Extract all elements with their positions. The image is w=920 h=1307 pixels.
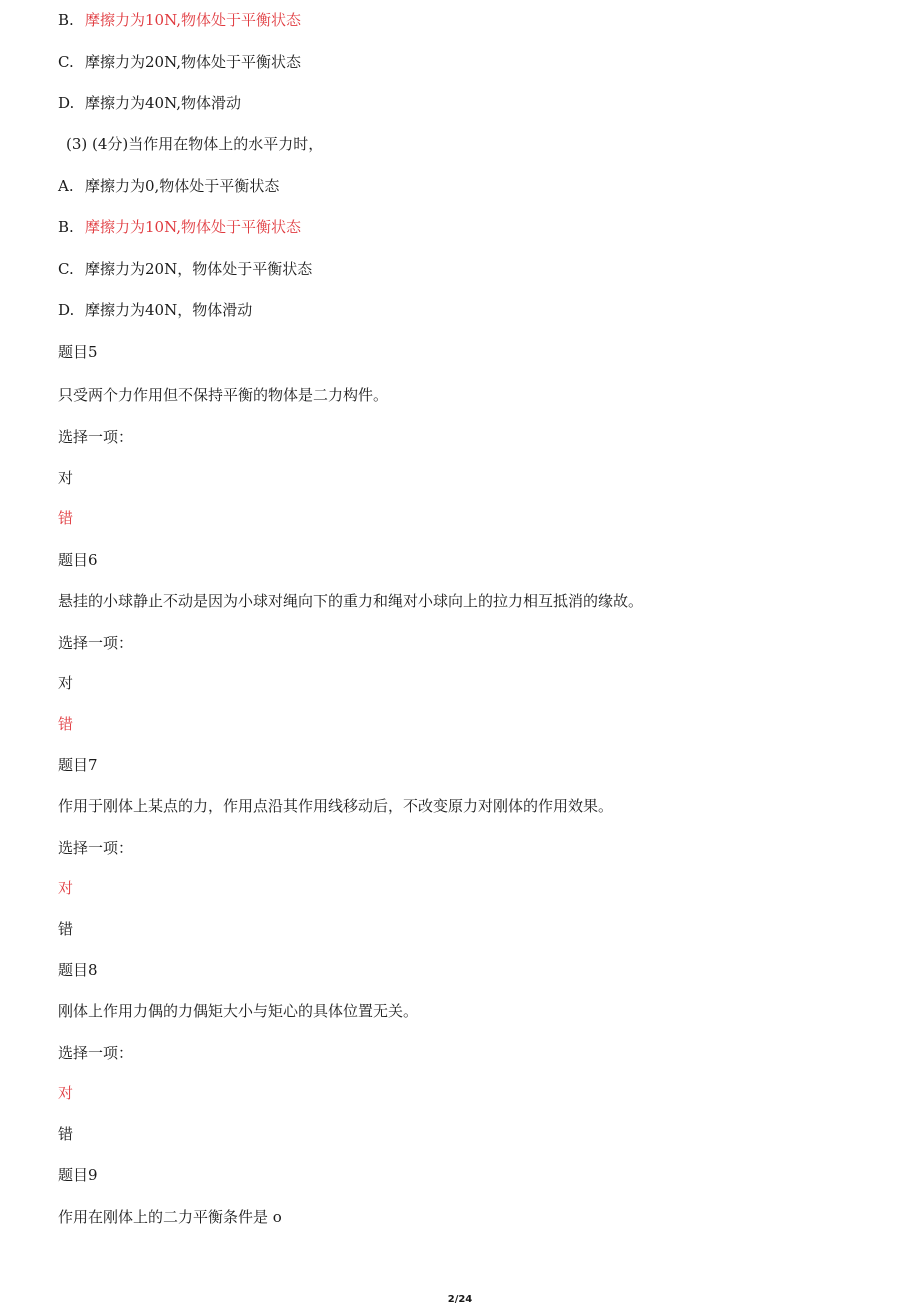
option-letter: D. bbox=[58, 301, 75, 319]
option-letter: C. bbox=[58, 53, 74, 71]
q4-sub3-option-c bbox=[58, 258, 312, 280]
q5-option-false-correct: 错 bbox=[58, 509, 74, 527]
q8-instruction: 选择一项： bbox=[58, 1044, 134, 1062]
option-text: 摩擦力为40N,物体滑动 bbox=[85, 94, 242, 112]
q6-question: 悬挂的小球静止不动是因为小球对绳向下的重力和绳对小球向上的拉力相互抵消的缘故。 bbox=[58, 592, 644, 610]
option-letter: A. bbox=[58, 177, 74, 195]
option-text-correct: 摩擦力为10N,物体处于平衡状态 bbox=[85, 11, 302, 29]
q8-question: 刚体上作用力偶的力偶矩大小与矩心的具体位置无关。 bbox=[58, 1002, 419, 1020]
q7-option-false: 错 bbox=[58, 920, 74, 938]
q9-title: 题目9 bbox=[58, 1166, 98, 1184]
option-letter: B. bbox=[58, 218, 74, 236]
option-text-correct: 摩擦力为10N,物体处于平衡状态 bbox=[85, 218, 302, 236]
q6-instruction: 选择一项： bbox=[58, 634, 134, 652]
q4-option-b bbox=[58, 9, 301, 31]
q4-sub3-option-a bbox=[58, 175, 279, 197]
q4-sub3-prompt: (3) (4分)当作用在物体上的水平力时， bbox=[66, 135, 324, 153]
option-text: 摩擦力为20N，物体处于平衡状态 bbox=[85, 260, 313, 278]
q5-instruction: 选择一项： bbox=[58, 428, 134, 446]
q4-option-c bbox=[58, 51, 301, 73]
q5-title: 题目5 bbox=[58, 343, 98, 361]
option-letter: D. bbox=[58, 94, 75, 112]
q7-title: 题目7 bbox=[58, 756, 98, 774]
page-number: 2/24 bbox=[447, 1294, 473, 1305]
q6-title: 题目6 bbox=[58, 551, 98, 569]
q7-option-true-correct: 对 bbox=[58, 879, 74, 897]
q7-question: 作用于刚体上某点的力，作用点沿其作用线移动后，不改变原力对刚体的作用效果。 bbox=[58, 797, 614, 815]
q5-option-true: 对 bbox=[58, 469, 74, 487]
q6-option-false-correct: 错 bbox=[58, 715, 74, 733]
q7-instruction: 选择一项： bbox=[58, 839, 134, 857]
q4-sub3-option-b bbox=[58, 216, 301, 238]
option-text: 摩擦力为20N,物体处于平衡状态 bbox=[85, 53, 302, 71]
option-letter: B. bbox=[58, 11, 74, 29]
option-text: 摩擦力为40N，物体滑动 bbox=[85, 301, 253, 319]
q4-option-d bbox=[58, 92, 241, 114]
q6-option-true: 对 bbox=[58, 674, 74, 692]
q8-option-true-correct: 对 bbox=[58, 1084, 74, 1102]
q5-question: 只受两个力作用但不保持平衡的物体是二力构件。 bbox=[58, 386, 389, 404]
q8-title: 题目8 bbox=[58, 961, 98, 979]
option-letter: C. bbox=[58, 260, 74, 278]
q8-option-false: 错 bbox=[58, 1125, 74, 1143]
q4-sub3-option-d bbox=[58, 299, 252, 321]
q9-question: 作用在刚体上的二力平衡条件是 o bbox=[58, 1208, 282, 1226]
option-text: 摩擦力为0,物体处于平衡状态 bbox=[85, 177, 280, 195]
